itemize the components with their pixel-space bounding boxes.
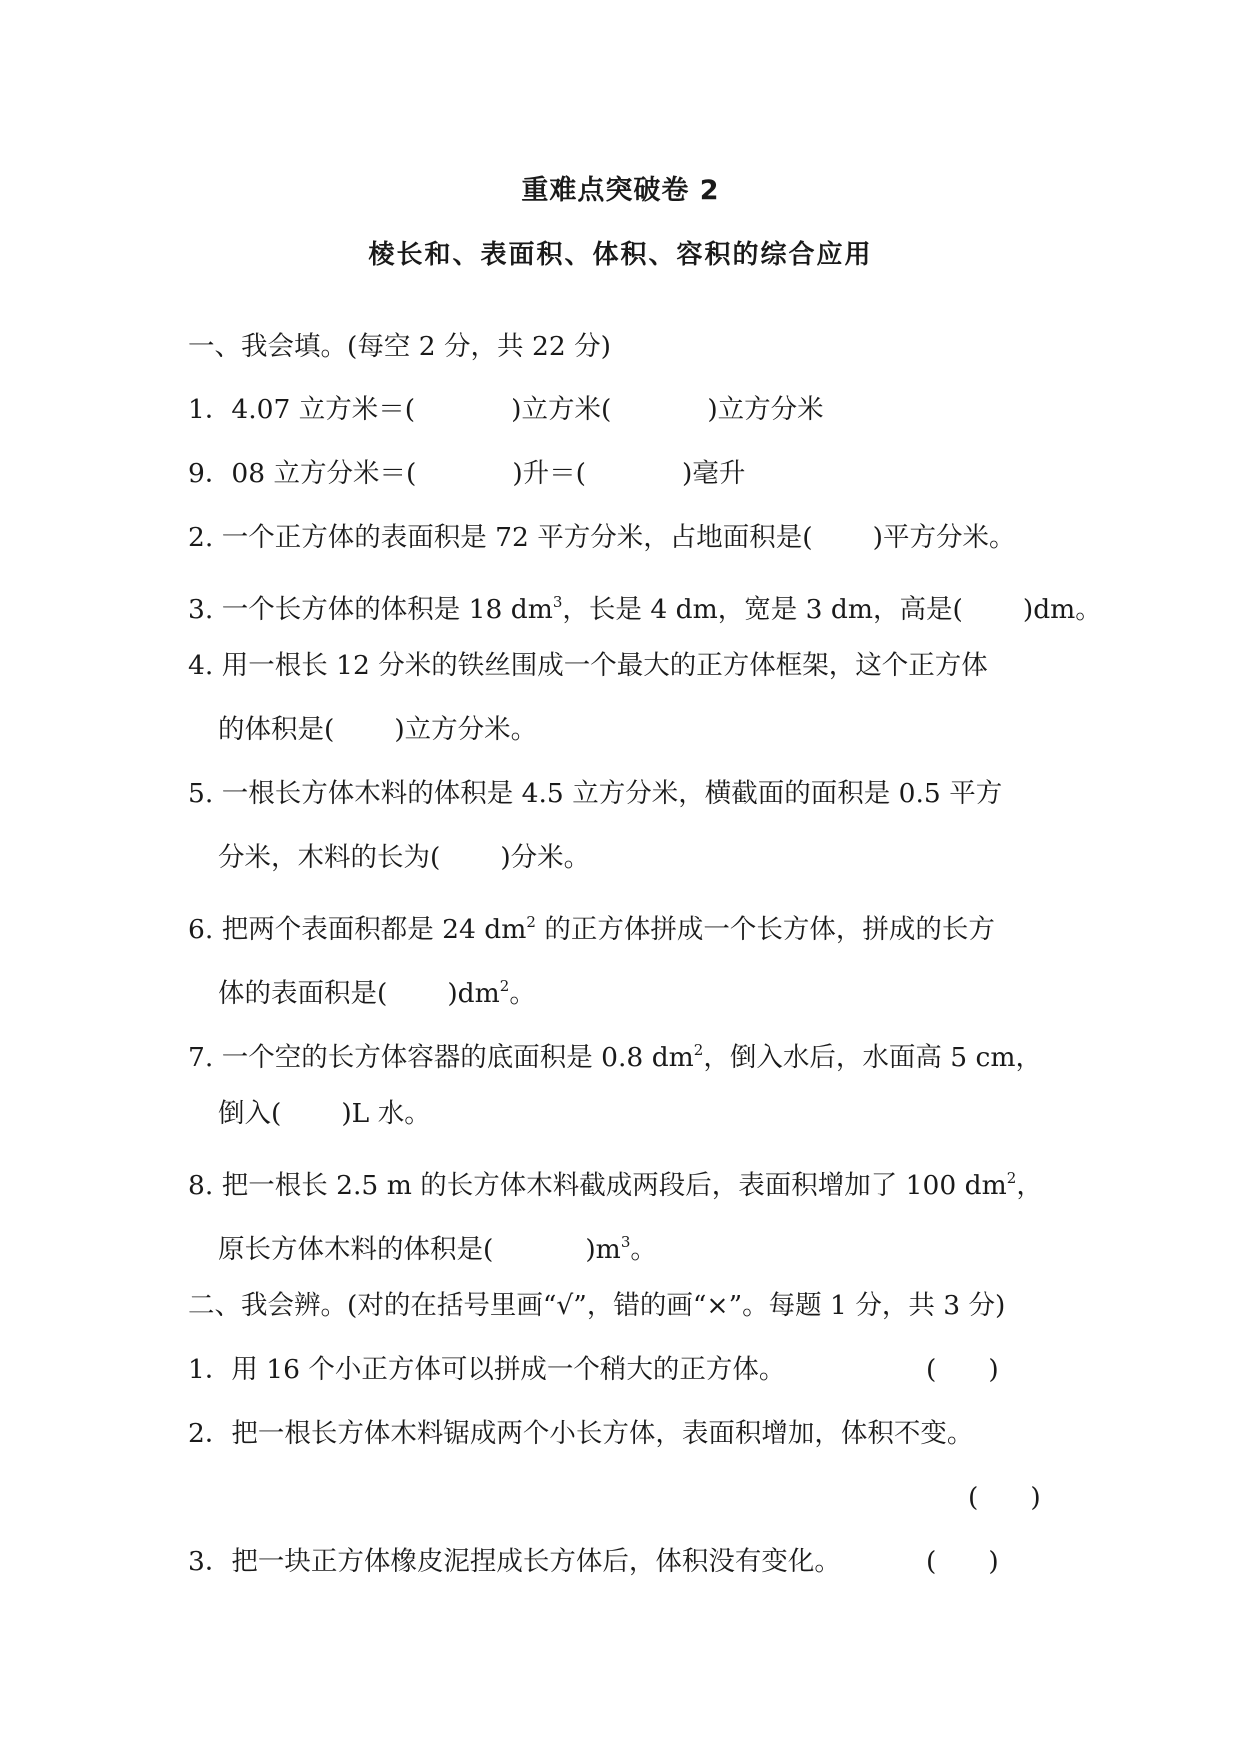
q6-text-1: 6. 把两个表面积都是 24 dm — [188, 914, 527, 945]
judge-question-1: 1．用 16 个小正方体可以拼成一个稍大的正方体。 — [188, 1354, 786, 1385]
q1b-text-1: 9．08 立方分米＝( — [188, 458, 417, 489]
q5-text-1: 分米，木料的长为( — [218, 842, 441, 873]
question-6-line-1 — [188, 905, 995, 947]
question-1b — [188, 457, 745, 491]
q6-text-4: )dm — [447, 978, 500, 1009]
paren-close: ) — [1030, 1482, 1041, 1513]
question-8-line-1 — [188, 1161, 1043, 1203]
question-7-line-2 — [218, 1097, 431, 1131]
judge-answer-1[interactable] — [926, 1353, 999, 1387]
q8-text-1: 8. 把一根长 2.5 m 的长方体木料截成两段后，表面积增加了 100 dm — [188, 1170, 1007, 1201]
q6-superscript-2: 2 — [499, 977, 510, 995]
page-title: 重难点突破卷 2 — [521, 175, 720, 206]
q1a-text-2: )立方米( — [511, 394, 612, 425]
judge-question-2: 2．把一根长方体木料锯成两个小长方体，表面积增加，体积不变。 — [188, 1418, 974, 1449]
q7-text-2: ，倒入水后，水面高 5 cm， — [703, 1042, 1043, 1073]
q5-text-2: )分米。 — [500, 842, 591, 873]
q6-text-3: 体的表面积是( — [218, 978, 388, 1009]
question-8-line-2 — [218, 1225, 657, 1267]
q1a-text-1: 1．4.07 立方米＝( — [188, 394, 416, 425]
paren-open: ( — [968, 1482, 979, 1513]
q4-text-2: )立方分米。 — [394, 714, 538, 745]
page-subtitle: 棱长和、表面积、体积、容积的综合应用 — [368, 240, 873, 270]
q8-text-3: 原长方体木料的体积是( — [218, 1234, 494, 1265]
question-4-line-1: 4. 用一根长 12 分米的铁丝围成一个最大的正方体框架，这个正方体 — [188, 650, 988, 681]
q8-superscript: 2 — [1006, 1169, 1017, 1187]
q2-text-1: 2. 一个正方体的表面积是 72 平方分米，占地面积是( — [188, 522, 813, 553]
question-1a — [188, 393, 824, 427]
q7-text-1: 7. 一个空的长方体容器的底面积是 0.8 dm — [188, 1042, 694, 1073]
judge-answer-3[interactable] — [926, 1545, 999, 1579]
q8-superscript-2: 3 — [620, 1233, 631, 1251]
q2-text-2: )平方分米。 — [872, 522, 1016, 553]
q1b-text-3: )毫升 — [682, 458, 746, 489]
q8-text-4: )m — [585, 1234, 621, 1265]
question-2 — [188, 521, 1015, 555]
question-4-line-2 — [218, 713, 537, 747]
q4-text-1: 的体积是( — [218, 714, 335, 745]
question-7-line-1 — [188, 1033, 1042, 1075]
paren-open: ( — [926, 1354, 937, 1385]
q1a-text-3: )立方分米 — [707, 394, 824, 425]
judge-question-3: 3．把一块正方体橡皮泥捏成长方体后，体积没有变化。 — [188, 1546, 841, 1577]
section1-heading: 一、我会填。(每空 2 分，共 22 分) — [188, 331, 611, 362]
judge-answer-2[interactable] — [968, 1481, 1041, 1515]
q3-superscript: 3 — [552, 593, 563, 611]
q6-text-2: 的正方体拼成一个长方体，拼成的长方 — [535, 914, 995, 945]
paren-close: ) — [988, 1354, 999, 1385]
paren-open: ( — [926, 1546, 937, 1577]
section2-heading: 二、我会辨。(对的在括号里画“√”，错的画“×”。每题 1 分，共 3 分) — [188, 1290, 1006, 1321]
paren-close: ) — [988, 1546, 999, 1577]
q3-text-1: 3. 一个长方体的体积是 18 dm — [188, 594, 553, 625]
q3-text-3: )dm。 — [1022, 594, 1102, 625]
question-6-line-2 — [218, 969, 536, 1011]
q7-superscript: 2 — [693, 1041, 704, 1059]
q1b-text-2: )升＝( — [512, 458, 587, 489]
question-5-line-2 — [218, 841, 590, 875]
q6-text-5: 。 — [509, 978, 536, 1009]
q8-text-5: 。 — [630, 1234, 657, 1265]
question-5-line-1: 5. 一根长方体木料的体积是 4.5 立方分米，横截面的面积是 0.5 平方 — [188, 778, 1003, 809]
q7-text-4: )L 水。 — [341, 1098, 431, 1129]
q3-text-2: ，长是 4 dm，宽是 3 dm，高是( — [562, 594, 963, 625]
question-3 — [188, 585, 1102, 627]
q7-text-3: 倒入( — [218, 1098, 282, 1129]
q6-superscript: 2 — [526, 913, 536, 931]
q8-text-2: ， — [1016, 1170, 1043, 1201]
